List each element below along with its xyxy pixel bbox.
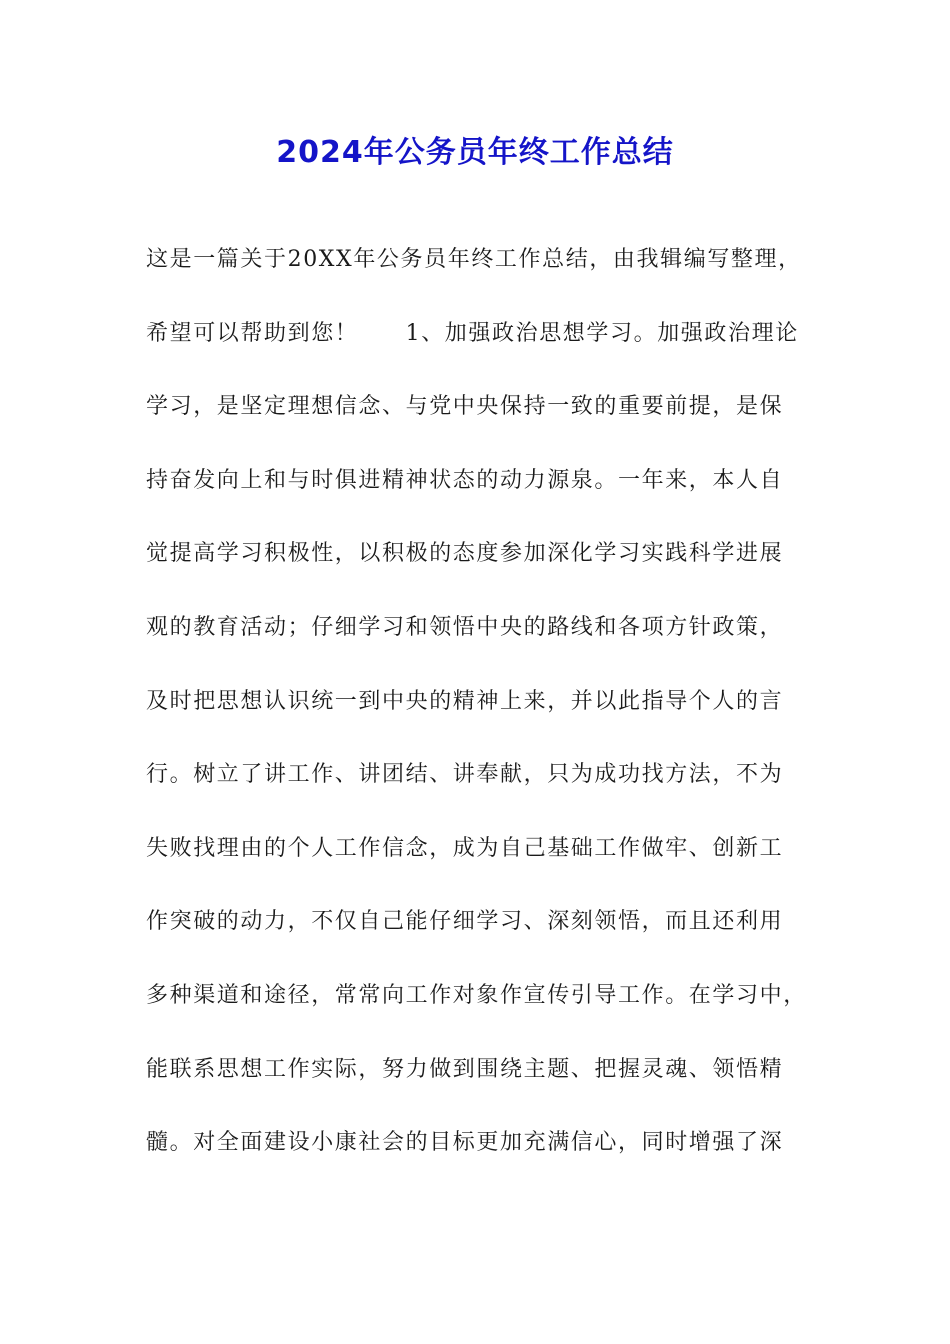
body-line: 多种渠道和途径，常常向工作对象作宣传引导工作。在学习中， — [146, 982, 807, 1008]
body-line: 作突破的动力，不仅自己能仔细学习、深刻领悟，而且还利用 — [146, 909, 784, 935]
body-line: 学习，是坚定理想信念、与党中央保持一致的重要前提，是保 — [146, 394, 784, 420]
body-line: 觉提高学习积极性，以积极的态度参加深化学习实践科学进展 — [146, 541, 784, 567]
document-title: 2024年公务员年终工作总结 — [276, 135, 674, 170]
body-line: 髓。对全面建设小康社会的目标更加充满信心，同时增强了深 — [146, 1130, 784, 1156]
body-line: 观的教育活动；仔细学习和领悟中央的路线和各项方针政策， — [146, 614, 784, 640]
body-line: 这是一篇关于20XX年公务员年终工作总结，由我辑编写整理， — [146, 247, 802, 272]
body-line: 能联系思想工作实际，努力做到围绕主题、把握灵魂、领悟精 — [146, 1056, 784, 1082]
body-line: 及时把思想认识统一到中央的精神上来，并以此指导个人的言 — [146, 688, 784, 714]
body-line: 失败找理由的个人工作信念，成为自己基础工作做牢、创新工 — [146, 835, 784, 861]
document-body — [146, 230, 826, 1187]
body-line: 持奋发向上和与时俱进精神状态的动力源泉。一年来，本人自 — [146, 467, 784, 493]
body-line: 希望可以帮助到您！ 1、加强政治思想学习。加强政治理论 — [146, 320, 799, 346]
body-line: 行。树立了讲工作、讲团结、讲奉献，只为成功找方法，不为 — [146, 762, 784, 788]
